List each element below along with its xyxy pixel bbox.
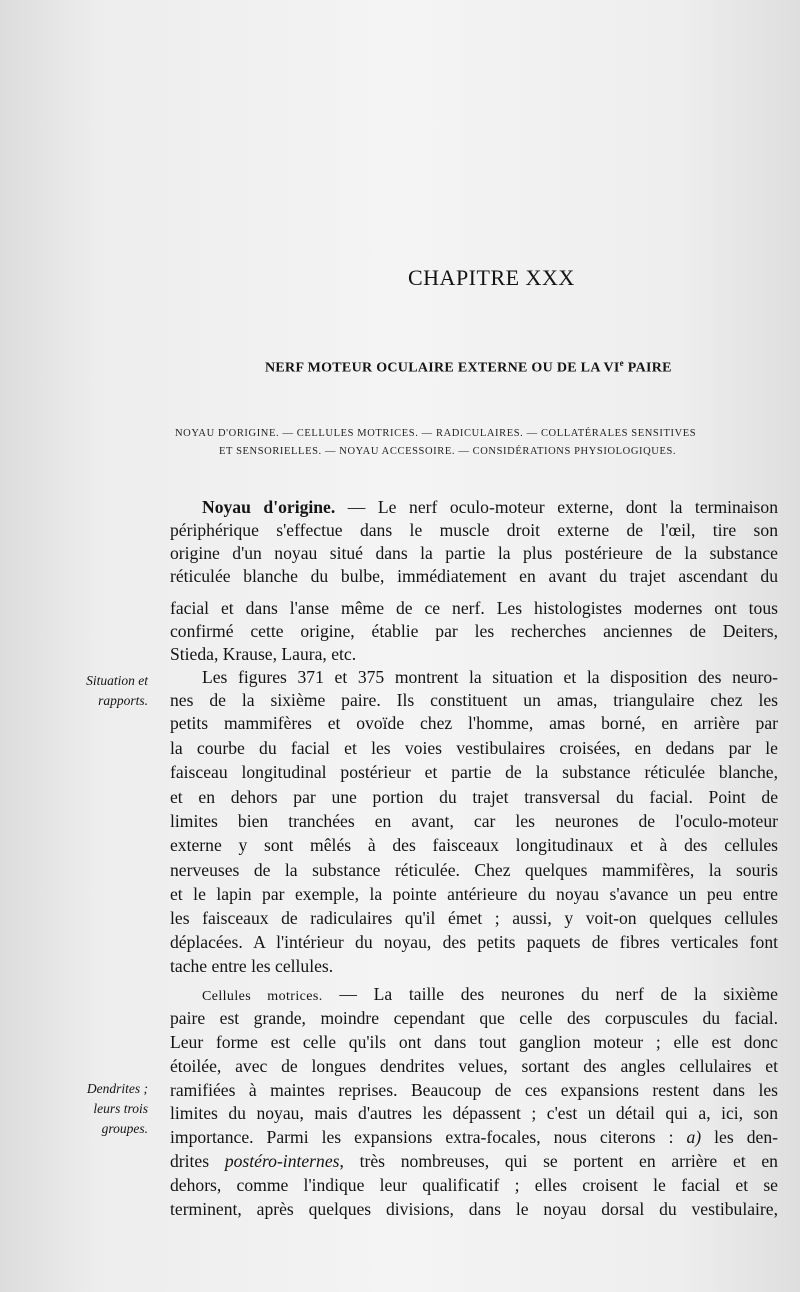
paragraph-2-line-13: tache entre les cellules.	[170, 956, 334, 976]
text-run: drites	[170, 1151, 225, 1171]
paragraph-2-line-3: petits mammifères et ovoïde chez l'homme, amas borné, en arrière par	[170, 713, 778, 733]
paragraph-2-line-12: déplacées. A l'intérieur du noyau, des petits paquets de fibres verticales font	[170, 932, 778, 952]
paragraph-1-line-4: réticulée blanche du bulbe, immédiatement en avant du trajet ascendant du	[170, 566, 778, 586]
paragraph-3-line-8	[170, 1150, 778, 1172]
text-run: — Le nerf oculo-moteur externe, dont la terminaison	[335, 497, 778, 517]
paragraph-2-line-7: limites bien tranchées en avant, car les neurones de l'oculo-moteur	[170, 811, 778, 831]
paragraph-3-line-7	[170, 1126, 778, 1148]
paragraph-3-line-3: Leur forme est celle qu'ils ont dans tout ganglion moteur ; elle est donc	[170, 1032, 778, 1052]
margin-note-line: Dendrites ;	[86, 1081, 148, 1096]
paragraph-2-line-1: Les figures 371 et 375 montrent la situation et la disposition des neuro-	[202, 667, 778, 687]
text-run: , très nombreuses, qui se portent en arrière et en	[339, 1151, 778, 1171]
paragraph-heading-noyau: Noyau d'origine.	[202, 497, 336, 517]
chapter-summary-line-2: ET SENSORIELLES. — NOYAU ACCESSOIRE. — CONSIDÉRATIONS PHYSIOLOGIQUES.	[219, 446, 677, 457]
margin-note-dendrites	[48, 1079, 148, 1139]
paragraph-3-line-6: limites du noyau, mais d'autres les dépassent ; c'est un détail qui a, ici, son	[170, 1103, 778, 1123]
section-title-superscript: e	[619, 358, 624, 368]
paragraph-3-line-5: ramifiées à maintes reprises. Beaucoup de ces expansions restent dans les	[170, 1080, 778, 1100]
paragraph-1-line-1	[202, 496, 778, 518]
paragraph-3-line-9: dehors, comme l'indique leur qualificatif ; elles croisent le facial et se	[170, 1175, 778, 1195]
paragraph-2-line-6: et en dehors par une portion du trajet transversal du facial. Point de	[170, 787, 778, 807]
paragraph-3-line-10: terminent, après quelques divisions, dans le noyau dorsal du vestibulaire,	[170, 1199, 778, 1219]
margin-note-line: Situation et	[86, 673, 148, 688]
margin-note-situation	[48, 671, 148, 711]
section-title-end: PAIRE	[623, 360, 672, 376]
paragraph-2-line-10: et le lapin par exemple, la pointe antérieure du noyau s'avance un peu entre	[170, 884, 778, 904]
chapter-summary-line-1: NOYAU D'ORIGINE. — CELLULES MOTRICES. — RADICULAIRES. — COLLATÉRALES SENSITIVES	[175, 428, 697, 439]
paragraph-2-line-11: les faisceaux de radiculaires qu'il émet ; aussi, y voit-on quelques cellules	[170, 908, 778, 928]
paragraph-1-line-3: origine d'un noyau situé dans la partie la plus postérieure de la substance	[170, 543, 778, 563]
paragraph-heading-cellules: Cellules motrices.	[202, 989, 323, 1004]
text-run: importance. Parmi les expansions extra-focales, nous citerons :	[170, 1127, 687, 1147]
paragraph-3-line-1	[202, 983, 778, 1005]
italic-run: postéro-internes	[224, 1151, 340, 1171]
text-run: — La taille des neurones du nerf de la sixième	[322, 984, 778, 1004]
chapter-title: CHAPITRE XXX	[408, 265, 575, 290]
paragraph-3-line-4: étoilée, avec de longues dendrites velues, sortant des angles cellulaires et	[170, 1056, 778, 1076]
paragraph-2-line-4: la courbe du facial et les voies vestibulaires croisées, en dedans par le	[170, 738, 778, 758]
paragraph-2-line-9: nerveuses de la substance réticulée. Chez quelques mammifères, la souris	[170, 860, 778, 880]
paragraph-1-line-6: confirmé cette origine, établie par les recherches anciennes de Deiters,	[170, 621, 778, 641]
margin-note-line: leurs trois	[93, 1101, 148, 1116]
section-title	[265, 358, 672, 377]
paragraph-1-line-2: périphérique s'effectue dans le muscle droit externe de l'œil, tire son	[170, 520, 778, 540]
italic-run: a)	[686, 1127, 702, 1147]
text-run: les den-	[701, 1127, 778, 1147]
margin-note-line: groupes.	[101, 1121, 148, 1136]
paragraph-2-line-5: faisceau longitudinal postérieur et partie de la substance réticulée blanche,	[170, 762, 778, 782]
paragraph-2-line-8: externe y sont mêlés à des faisceaux longitudinaux et à des cellules	[170, 835, 778, 855]
paragraph-1-line-7: Stieda, Krause, Laura, etc.	[170, 644, 357, 664]
paragraph-3-line-2: paire est grande, moindre cependant que celle des corpuscules du facial.	[170, 1008, 778, 1028]
paragraph-1-line-5: facial et dans l'anse même de ce nerf. Les histologistes modernes ont tous	[170, 598, 778, 618]
margin-note-line: rapports.	[98, 693, 148, 708]
paragraph-2-line-2: nes de la sixième paire. Ils constituent un amas, triangulaire chez les	[170, 690, 778, 710]
section-title-main: NERF MOTEUR OCULAIRE EXTERNE OU DE LA VI	[265, 360, 620, 376]
